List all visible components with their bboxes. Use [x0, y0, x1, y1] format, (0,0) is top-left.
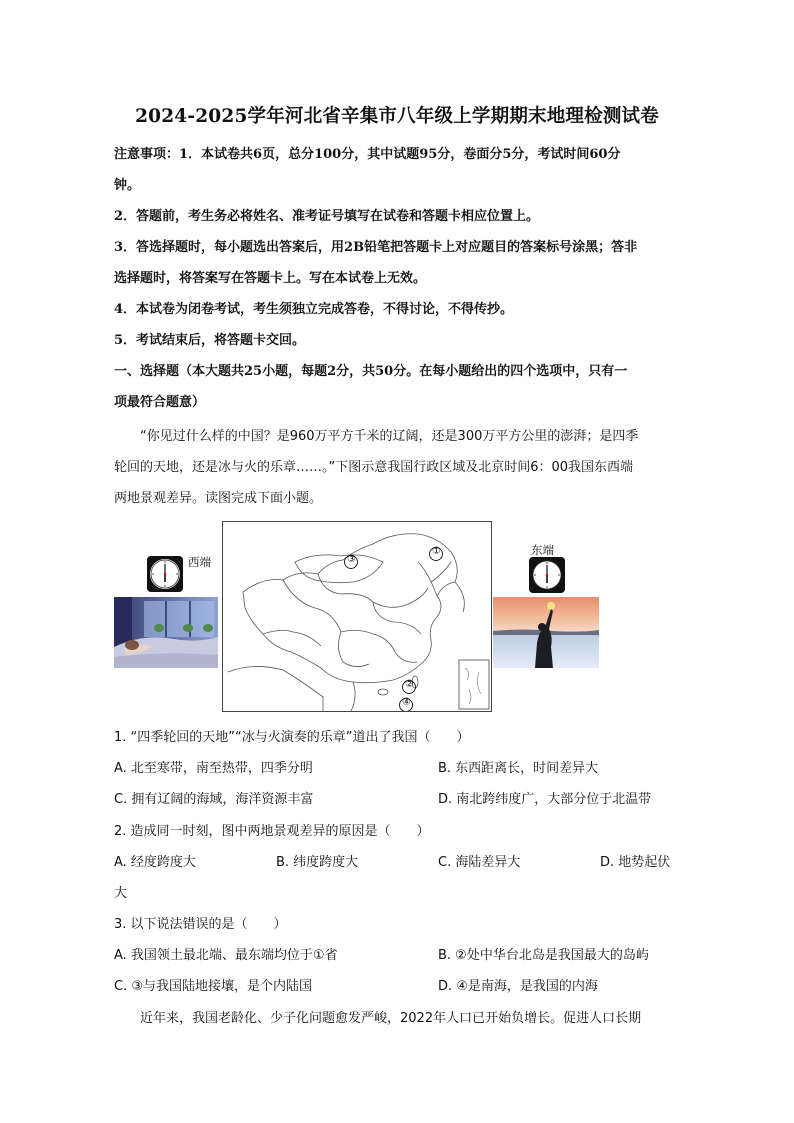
- east-scene-image: [493, 597, 599, 668]
- question-3-option-c: C. ③与我国陆地接壤，是个内陆国: [114, 979, 312, 994]
- notes-line-1b: 钟。: [114, 178, 141, 193]
- notes-item-3b: 选择题时，将答案写在答题卡上。写在本试卷上无效。: [114, 271, 427, 286]
- intro-line-2: 轮回的天地，还是冰与火的乐章……。”下图示意我国行政区域及北京时间6：00我国东西端: [114, 460, 634, 475]
- question-1-stem: 1. “四季轮回的天地”“冰与火演奏的乐章”道出了我国（ ）: [114, 730, 470, 745]
- question-3-option-b: B. ②处中华台北岛是我国最大的岛屿: [438, 948, 649, 963]
- east-label: 东端: [531, 543, 554, 557]
- marker-2: ②: [405, 679, 414, 690]
- china-map: [222, 521, 492, 712]
- intro-line-3: 两地景观差异。读图完成下面小题。: [114, 491, 323, 506]
- notes-item-5: 5．考试结束后，将答题卡交回。: [114, 333, 306, 348]
- question-2-option-b: B. 纬度跨度大: [276, 855, 359, 870]
- west-label: 西端: [188, 555, 211, 569]
- notes-item-2: 2．答题前，考生务必将姓名、准考证号填写在试卷和答题卡相应位置上。: [114, 209, 540, 224]
- question-2-option-c: C. 海陆差异大: [438, 855, 521, 870]
- intro-line-1: “你见过什么样的中国？是960万平方千米的辽阔，还是300万平方公里的澎湃；是四季: [140, 429, 639, 444]
- question-2-option-d-wrap: 大: [114, 886, 128, 901]
- notes-line-1: 注意事项：1．本试卷共6页，总分100分，其中试题95分，卷面分5分，考试时间60分: [114, 147, 621, 162]
- question-2-option-d: D. 地势起伏: [600, 855, 671, 870]
- page-title: 2024-2025学年河北省辛集市八年级上学期期末地理检测试卷: [135, 106, 659, 127]
- question-1-option-a: A. 北至寒带，南至热带，四季分明: [114, 761, 313, 776]
- notes-item-3a: 3．答选择题时，每小题选出答案后，用2B铅笔把答题卡上对应题目的答案标号涂黑；答非: [114, 240, 638, 255]
- next-passage-line: 近年来，我国老龄化、少子化问题愈发严峻，2022年人口已开始负增长。促进人口长期: [140, 1011, 642, 1026]
- question-3-option-a: A. 我国领土最北端、最东端均位于①省: [114, 948, 338, 963]
- question-3-stem: 3. 以下说法错误的是（ ）: [114, 917, 287, 932]
- question-2-stem: 2. 造成同一时刻，图中两地景观差异的原因是（ ）: [114, 824, 430, 839]
- west-scene-image: [114, 597, 218, 668]
- marker-1: ①: [432, 546, 441, 557]
- question-3-option-d: D. ④是南海，是我国的内海: [438, 979, 598, 994]
- question-2-option-a: A. 经度跨度大: [114, 855, 196, 870]
- west-clock-icon: [147, 556, 183, 592]
- section-heading-line-2: 项最符合题意）: [114, 395, 206, 410]
- marker-3: ③: [347, 554, 356, 565]
- marker-4: ④: [402, 697, 411, 708]
- question-1-option-b: B. 东西距离长，时间差异大: [438, 761, 599, 776]
- section-heading-line-1: 一、选择题（本大题共25小题，每题2分，共50分。在每小题给出的四个选项中，只有一: [114, 364, 628, 379]
- notes-item-4: 4．本试卷为闭卷考试，考生须独立完成答卷，不得讨论，不得传抄。: [114, 302, 514, 317]
- question-1-option-d: D. 南北跨纬度广，大部分位于北温带: [438, 792, 652, 807]
- east-clock-icon: [529, 557, 565, 593]
- question-1-option-c: C. 拥有辽阔的海域，海洋资源丰富: [114, 792, 314, 807]
